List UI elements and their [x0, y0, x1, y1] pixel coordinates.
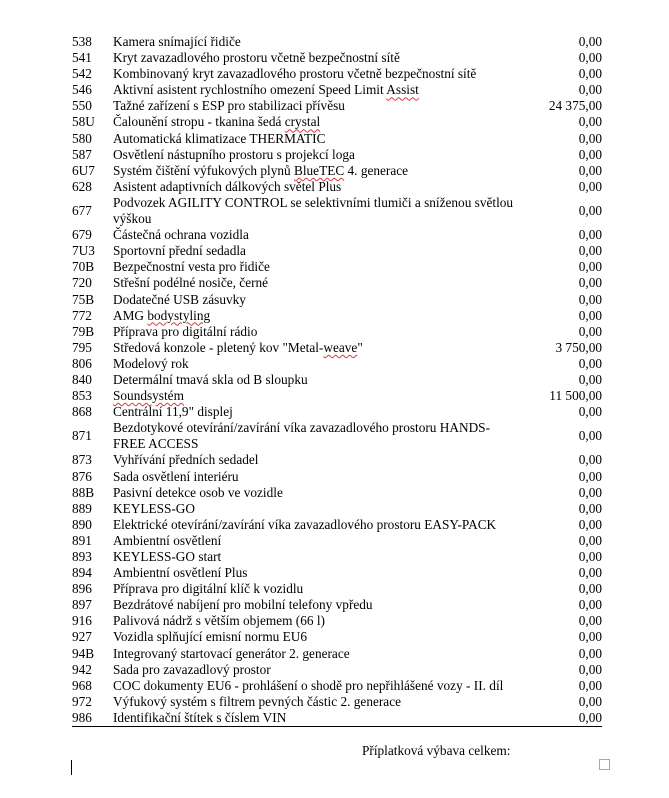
item-price: 0,00	[578, 516, 602, 532]
item-price: 0,00	[578, 581, 602, 597]
table-row	[72, 147, 602, 163]
item-price: 24 375,00	[548, 98, 602, 114]
table-row	[72, 34, 602, 50]
item-code: 628	[72, 178, 92, 194]
item-code: 58U	[72, 114, 95, 130]
item-code: 840	[72, 371, 92, 387]
table-row	[72, 66, 602, 82]
item-code: 79B	[72, 323, 95, 339]
item-code: 538	[72, 34, 92, 49]
item-code: 894	[72, 565, 92, 581]
item-description: Výfukový systém s filtrem pevných částic 2. generace	[113, 693, 402, 709]
table-row	[72, 694, 602, 710]
item-description: Částečná ochrana vozidla	[113, 227, 249, 243]
item-description: Bezpečnostní vesta pro řidiče	[113, 259, 270, 275]
table-row	[72, 597, 602, 613]
item-description: Tažné zařízení s ESP pro stabilizaci přívěsu	[113, 98, 345, 114]
item-price: 0,00	[578, 565, 602, 581]
item-price: 0,00	[578, 597, 602, 613]
text-cursor[interactable]	[71, 760, 72, 775]
item-code: 868	[72, 404, 92, 420]
table-row	[72, 82, 602, 98]
table-row	[72, 613, 602, 629]
item-description: Kombinovaný kryt zavazadlového prostoru včetně bezpečnostní sítě	[113, 66, 477, 82]
item-code: 806	[72, 355, 92, 371]
table-row	[72, 404, 602, 420]
item-price: 0,00	[578, 500, 602, 516]
table-row	[72, 179, 602, 195]
table-row	[72, 98, 602, 114]
table-row	[72, 292, 602, 308]
item-code: 88B	[72, 484, 95, 500]
item-code: 927	[72, 629, 92, 645]
item-price: 0,00	[578, 323, 602, 339]
item-code: 972	[72, 693, 92, 709]
item-price: 0,00	[578, 202, 602, 218]
item-price: 0,00	[578, 532, 602, 548]
item-code: 70B	[72, 259, 95, 275]
item-description: Systém čištění výfukových plynů BlueTEC 4. generace	[113, 162, 409, 178]
item-description: Pasivní detekce osob ve vozidle	[113, 484, 283, 500]
table-row	[72, 275, 602, 291]
item-code: 889	[72, 500, 92, 516]
item-price: 0,00	[578, 227, 602, 243]
item-price: 0,00	[578, 82, 602, 98]
item-price: 0,00	[578, 661, 602, 677]
item-description: KEYLESS-GO start	[113, 549, 222, 564]
table-row	[72, 565, 602, 581]
table-row	[72, 308, 602, 324]
item-code: 891	[72, 532, 92, 548]
item-code: 890	[72, 516, 92, 532]
item-description: AMG bodystyling	[113, 307, 211, 323]
item-code: 541	[72, 50, 92, 66]
table-row	[72, 324, 602, 340]
table-row	[72, 163, 602, 179]
item-price: 0,00	[578, 452, 602, 468]
table-row	[72, 388, 602, 404]
table-row	[72, 629, 602, 645]
table-row	[72, 420, 602, 452]
item-price: 0,00	[578, 66, 602, 82]
item-price: 0,00	[578, 613, 602, 629]
item-description: Příprava pro digitální rádio	[113, 323, 258, 339]
spellcheck-mark: bodystyling	[147, 307, 211, 323]
spellcheck-mark: Soundsystém	[113, 388, 184, 404]
item-description: Kamera snímající řidiče	[113, 34, 241, 49]
item-price: 0,00	[578, 162, 602, 178]
item-description: Ambientní osvětlení	[113, 532, 222, 548]
table-row	[72, 452, 602, 468]
equipment-table	[72, 34, 602, 727]
item-description: Střešní podélné nosiče, černé	[113, 275, 269, 291]
item-code: 6U7	[72, 162, 95, 178]
item-description: Sada pro zavazadlový prostor	[113, 661, 271, 677]
table-row	[72, 131, 602, 147]
item-price: 0,00	[578, 629, 602, 645]
item-price: 0,00	[578, 243, 602, 259]
item-description: Palivová nádrž s větším objemem (66 l)	[113, 613, 325, 629]
item-price: 0,00	[578, 484, 602, 500]
table-row	[72, 517, 602, 533]
table-row	[72, 372, 602, 388]
item-price: 0,00	[578, 178, 602, 194]
item-price: 11 500,00	[549, 388, 602, 404]
item-code: 550	[72, 98, 92, 114]
item-price: 0,00	[578, 114, 602, 130]
item-price: 0,00	[578, 259, 602, 275]
item-code: 677	[72, 202, 92, 218]
item-description	[113, 388, 526, 404]
table-row	[72, 259, 602, 275]
item-description: Identifikační štítek s číslem VIN	[113, 710, 526, 727]
item-description: Integrovaný startovací generátor 2. generace	[113, 645, 350, 661]
item-code: 587	[72, 146, 92, 162]
table-row	[72, 227, 602, 243]
item-description: Sportovní přední sedadla	[113, 243, 246, 259]
item-code: 679	[72, 227, 92, 243]
item-code: 871	[72, 428, 92, 444]
spellcheck-mark: Assist	[386, 82, 419, 98]
item-code: 75B	[72, 291, 95, 307]
item-price: 0,00	[578, 693, 602, 709]
document-page	[72, 34, 602, 727]
table-row	[72, 243, 602, 259]
item-description: Aktivní asistent rychlostního omezení Speed Limit Assist	[113, 82, 419, 98]
item-code: 542	[72, 66, 92, 82]
table-row	[72, 195, 602, 227]
table-row	[72, 340, 602, 356]
item-price: 0,00	[578, 355, 602, 371]
item-code: 873	[72, 452, 92, 468]
item-description: Modelový rok	[113, 355, 189, 371]
item-code: 916	[72, 613, 92, 629]
item-code: 968	[72, 677, 92, 693]
item-description: Osvětlení nástupního prostoru s projekcí loga	[113, 146, 355, 162]
item-description: Vozidla splňující emisní normu EU6	[113, 629, 308, 645]
item-description: Podvozek AGILITY CONTROL se selektivními tlumiči a sníženou světlou výškou	[113, 194, 514, 227]
item-price: 0,00	[578, 677, 602, 693]
table-row	[72, 469, 602, 485]
item-description: Elektrické otevírání/zavírání víka zavazadlového prostoru EASY-PACK	[113, 516, 497, 532]
item-description: Centrální 11,9" displej	[113, 404, 233, 420]
item-description: Bezdrátové nabíjení pro mobilní telefony vpředu	[113, 597, 373, 613]
item-code: 897	[72, 597, 92, 613]
spellcheck-mark: crystal	[284, 114, 321, 130]
item-description: Dodatečné USB zásuvky	[113, 291, 246, 307]
item-code: 772	[72, 307, 92, 323]
item-code: 876	[72, 468, 92, 484]
table-row	[72, 662, 602, 678]
table-row	[72, 710, 602, 727]
item-price: 0,00	[578, 645, 602, 661]
table-row	[72, 50, 602, 66]
item-code: 986	[72, 710, 113, 727]
item-price: 0,00	[578, 34, 602, 49]
table-row	[72, 356, 602, 372]
item-price: 0,00	[578, 371, 602, 387]
item-price: 0,00	[578, 291, 602, 307]
spellcheck-mark: weave	[323, 339, 358, 355]
total-label: Příplatková výbava celkem:	[362, 743, 511, 758]
item-description: Příprava pro digitální klíč k vozidlu	[113, 581, 304, 597]
item-code: 795	[72, 339, 92, 355]
table-row	[72, 678, 602, 694]
item-price: 0,00	[578, 275, 602, 291]
item-description: Středová konzole - pletený kov "Metal-weave"	[113, 339, 363, 355]
item-price: 0,00	[578, 130, 602, 146]
item-description: Kryt zavazadlového prostoru včetně bezpečnostní sítě	[113, 50, 400, 66]
table-row	[72, 533, 602, 549]
table-row	[72, 581, 602, 597]
table-row	[72, 501, 602, 517]
item-price: 0,00	[578, 146, 602, 162]
item-description: Čalounění stropu - tkanina šedá crystal	[113, 114, 321, 130]
item-code: 853	[72, 388, 92, 404]
item-code: 942	[72, 661, 92, 677]
item-price: 0,00	[578, 307, 602, 323]
table-anchor-handle[interactable]	[599, 759, 610, 770]
item-price: 0,00	[578, 428, 602, 444]
table-row	[72, 114, 602, 130]
item-code: 893	[72, 549, 92, 564]
item-price: 0,00	[578, 404, 602, 420]
item-code: 7U3	[72, 243, 95, 259]
item-description: Bezdotykové otevírání/zavírání víka zavazadlového prostoru HANDS-FREE ACCESS	[113, 420, 490, 452]
item-description: Determální tmavá skla od B sloupku	[113, 371, 308, 387]
item-price: 3 750,00	[555, 339, 602, 355]
item-price: 0,00	[578, 468, 602, 484]
spellcheck-mark: BlueTEC	[293, 162, 345, 178]
table-row	[72, 646, 602, 662]
item-code: 720	[72, 275, 92, 291]
item-code: 896	[72, 581, 92, 597]
item-description: Sada osvětlení interiéru	[113, 468, 239, 484]
item-description: Ambientní osvětlení Plus	[113, 565, 248, 581]
item-description: Asistent adaptivních dálkových světel Plus	[113, 178, 342, 194]
item-price: 0,00	[526, 710, 602, 727]
item-price: 0,00	[578, 50, 602, 66]
item-price: 0,00	[578, 549, 602, 564]
item-code: 94B	[72, 645, 95, 661]
item-description: Vyhřívání předních sedadel	[113, 452, 259, 468]
item-description: Automatická klimatizace THERMATIC	[113, 130, 326, 146]
item-code: 546	[72, 82, 92, 98]
item-description: COC dokumenty EU6 - prohlášení o shodě pro nepřihlášené vozy - II. díl	[113, 677, 504, 693]
item-description: KEYLESS-GO	[113, 500, 195, 516]
table-row	[72, 549, 602, 565]
table-row	[72, 485, 602, 501]
item-code: 580	[72, 130, 92, 146]
